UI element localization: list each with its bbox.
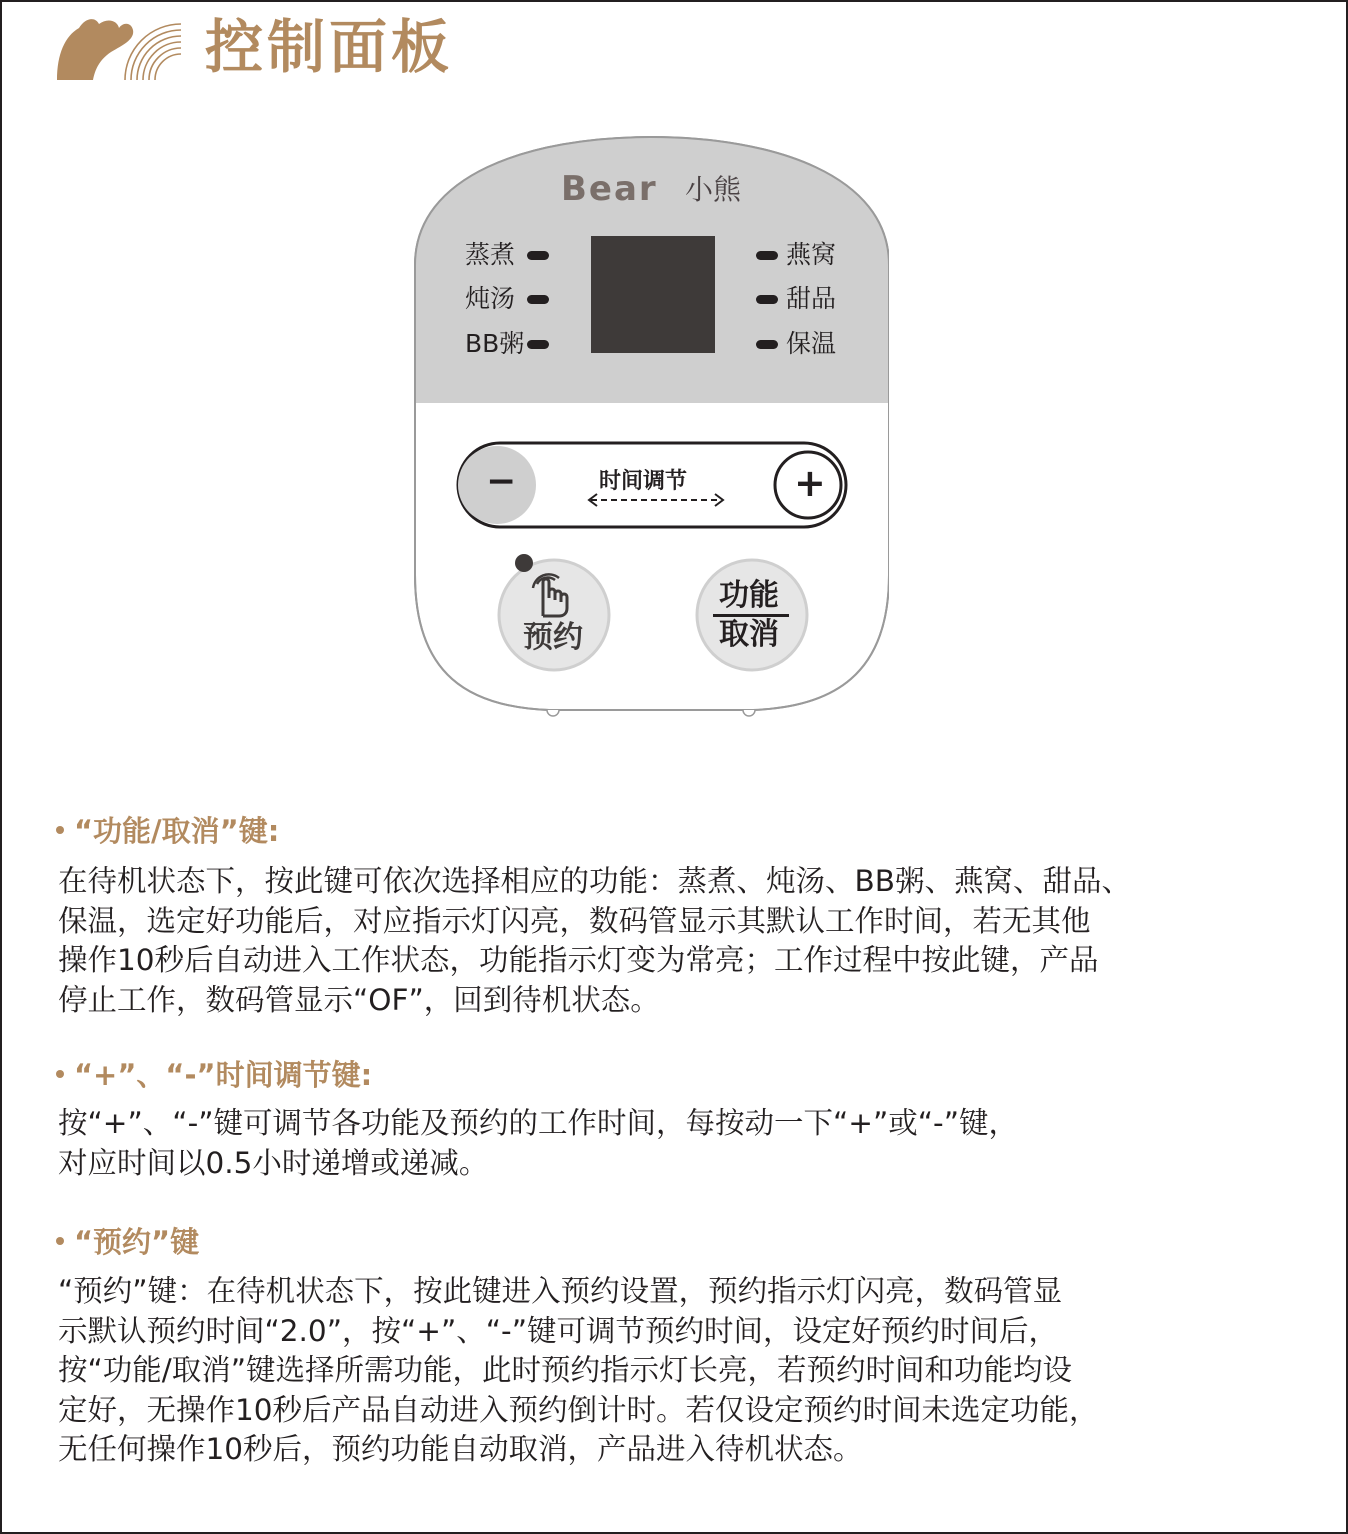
indicator-dessert bbox=[756, 295, 778, 304]
digital-display bbox=[591, 236, 715, 353]
brand-name: Bear bbox=[561, 169, 658, 209]
reserve-button[interactable]: 预约 bbox=[523, 620, 583, 655]
function-label-soup: 炖汤 bbox=[465, 284, 516, 313]
function-label-porridge: BB粥 bbox=[465, 329, 525, 358]
bear-logo-icon bbox=[55, 14, 185, 80]
bullet-icon bbox=[56, 1237, 64, 1245]
page-title: 控制面板 bbox=[205, 13, 454, 81]
function-label-keep-warm: 保温 bbox=[786, 329, 837, 358]
brand-name-cn: 小熊 bbox=[685, 173, 742, 206]
section-body-time-adjust: 按“+”、“-”键可调节各功能及预约的工作时间，每按动一下“+”或“-”键， 对应时间以0.5小时递增或递减。 bbox=[58, 1106, 1018, 1180]
plus-button[interactable]: + bbox=[794, 461, 826, 505]
touch-hand-icon bbox=[529, 572, 579, 620]
bullet-icon bbox=[56, 826, 64, 834]
indicator-steam bbox=[527, 251, 549, 260]
brand-logo bbox=[561, 167, 761, 211]
minus-button[interactable]: − bbox=[486, 461, 517, 502]
section-body-reserve: “预约”键：在待机状态下，按此键进入预约设置，预约指示灯闪亮，数码管显 示默认预约时间“2.0”，按“+”、“-”键可调节预约时间，设定好预约时间后， 按“功能/取消”键选择所需功能，此时预约指示灯长亮，若预约时间和功能均设 定好，无操作10秒后产品自动进入预约倒计时。若仅设定预约时间未选定功能， 无任何操作10秒后，预约功能自动取消，产品进入待机状态。 bbox=[58, 1274, 1099, 1466]
time-adjust-label: 时间调节 bbox=[599, 469, 688, 494]
section-heading-function-cancel: “功能/取消”键: bbox=[56, 813, 279, 849]
indicator-birds-nest bbox=[756, 251, 778, 260]
function-label-birds-nest: 燕窝 bbox=[786, 240, 837, 269]
indicator-porridge bbox=[527, 340, 549, 349]
section-heading-reserve: “预约”键 bbox=[56, 1224, 199, 1260]
function-button-label[interactable]: 功能 bbox=[719, 578, 779, 613]
indicator-keep-warm bbox=[756, 340, 778, 349]
bullet-icon bbox=[56, 1070, 64, 1078]
section-body-function-cancel: 在待机状态下，按此键可依次选择相应的功能：蒸煮、炖汤、BB粥、燕窝、甜品、 保温，选定好功能后，对应指示灯闪亮，数码管显示其默认工作时间，若无其他 操作10秒后自动进入工作状态，功能指示灯变为常亮；工作过程中按此键，产品 停止工作，数码管显示“OF”，回到待机状态。 bbox=[58, 864, 1131, 1017]
section-heading-time-adjust: “+”、“-”时间调节键: bbox=[56, 1057, 372, 1093]
function-label-dessert: 甜品 bbox=[786, 284, 837, 313]
cancel-button-label[interactable]: 取消 bbox=[719, 617, 779, 652]
indicator-soup bbox=[527, 295, 549, 304]
control-panel-diagram bbox=[413, 135, 889, 720]
function-label-steam: 蒸煮 bbox=[465, 240, 516, 269]
